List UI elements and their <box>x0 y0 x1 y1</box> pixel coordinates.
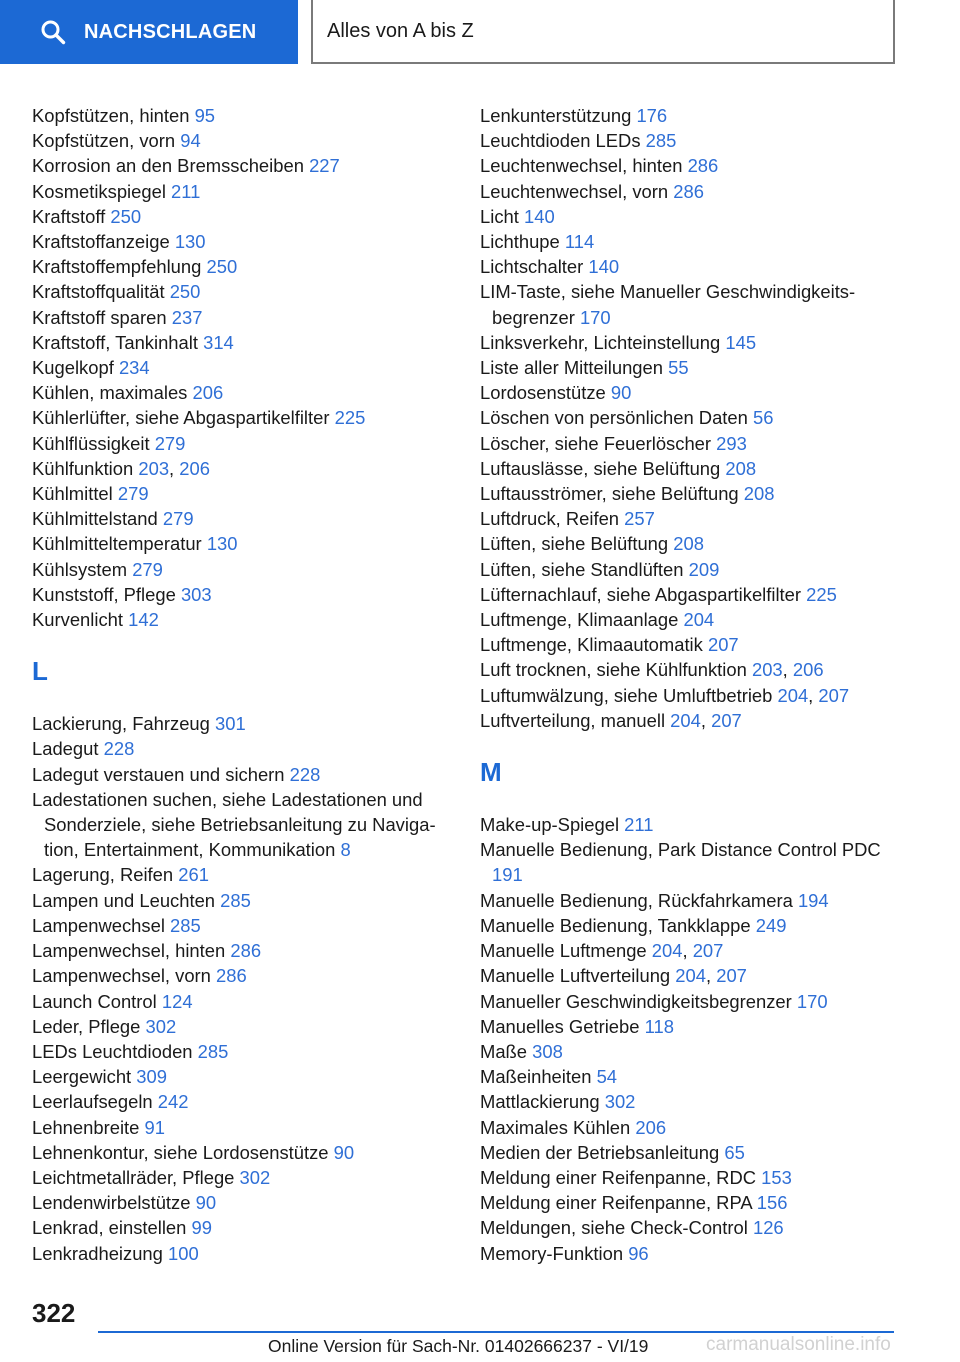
page-link[interactable]: 207 <box>818 684 850 706</box>
index-entry: Luft trocknen, siehe Kühlfunktion 203, 206 <box>480 659 824 681</box>
page-link[interactable]: 285 <box>197 1040 229 1062</box>
entry-term: Leuchtenwechsel, vorn <box>480 180 669 202</box>
index-entry <box>480 279 910 329</box>
page-link[interactable]: 249 <box>755 914 787 936</box>
entry-term: Lenkrad, einstellen <box>32 1217 187 1239</box>
page-link[interactable]: 65 <box>724 1141 745 1163</box>
page-link[interactable]: 170 <box>579 306 611 328</box>
index-entry <box>32 1039 462 1064</box>
entry-term: Kühlmittel <box>32 483 113 505</box>
index-entry <box>480 531 910 556</box>
index-entry <box>32 913 462 938</box>
index-entry <box>32 736 462 761</box>
entry-term: Kopfstützen, vorn <box>32 130 176 152</box>
page-link[interactable]: 153 <box>761 1166 792 1188</box>
index-entry <box>32 103 462 128</box>
index-entry <box>32 380 462 405</box>
page-link[interactable]: 314 <box>203 331 234 353</box>
index-entry <box>32 1215 462 1240</box>
index-entry <box>480 1115 910 1140</box>
entry-term: Leuchtdioden LEDs <box>480 130 641 152</box>
index-entry <box>32 204 462 229</box>
entry-term: Kühlsystem <box>32 558 128 580</box>
page-link[interactable]: 204 <box>683 609 715 631</box>
page-link[interactable]: 118 <box>644 1015 674 1037</box>
breadcrumb[interactable] <box>311 0 895 64</box>
entry-term: Kosmetikspiegel <box>32 180 166 202</box>
page-link[interactable]: 142 <box>128 609 159 631</box>
index-entry <box>480 632 910 657</box>
page-link[interactable]: 285 <box>170 914 201 936</box>
page-link[interactable]: 204 <box>777 684 809 706</box>
entry-term: Lampenwechsel <box>32 914 165 936</box>
entry-term: Manuelle Bedienung, Park Distance Control PDC <box>480 839 881 861</box>
page-link[interactable]: 257 <box>624 508 655 530</box>
index-entry <box>480 557 910 582</box>
entry-term: Kühlen, maximales <box>32 382 188 404</box>
entry-term: Kühlmittelstand <box>32 508 158 530</box>
entry-term: Leuchtenwechsel, hinten <box>480 155 683 177</box>
entry-term: Linksverkehr, Lichteinstellung <box>480 331 721 353</box>
page-link[interactable]: 303 <box>180 583 212 605</box>
page-link[interactable]: 124 <box>161 990 193 1012</box>
index-entry <box>32 787 462 863</box>
entry-term: LEDs Leuchtdioden <box>32 1040 193 1062</box>
page-link[interactable]: 286 <box>230 940 262 962</box>
index-entry <box>32 938 462 963</box>
page-link[interactable]: 8 <box>340 839 351 861</box>
page-link[interactable]: 203 <box>138 457 170 479</box>
entry-term: Lordosenstütze <box>480 382 606 404</box>
page-link[interactable]: 156 <box>756 1192 788 1214</box>
index-entry <box>480 506 910 531</box>
entry-term: Meldung einer Reifenpanne, RPA <box>480 1192 752 1214</box>
entry-term: Kraftstoffanzeige <box>32 231 170 253</box>
tab-label: NACHSCHLAGEN <box>84 20 257 43</box>
index-entry <box>480 179 910 204</box>
page-link[interactable]: 207 <box>692 940 724 962</box>
index-entry <box>480 481 910 506</box>
entry-term: Kühlerlüfter, siehe Abgaspartikelfilter <box>32 407 330 429</box>
online-version-text: Online Version für Sach-Nr. 01402666237 - VI/19 <box>268 1336 649 1356</box>
index-entry <box>480 103 910 128</box>
entry-term: Manuelle Luftverteilung <box>480 965 671 987</box>
entry-term: Luftmenge, Klimaanlage <box>480 609 679 631</box>
entry-term: Kunststoff, Pflege <box>32 583 176 605</box>
entry-term: Ladegut verstauen und sichern <box>32 763 285 785</box>
entry-term: Leichtmetallräder, Pflege <box>32 1166 235 1188</box>
page-link[interactable]: 91 <box>144 1116 165 1138</box>
page-link[interactable]: 204 <box>670 709 701 731</box>
index-entry: Luftverteilung, manuell 204, 207 <box>480 709 742 731</box>
entry-term: Lehnenkontur, siehe Lordosenstütze <box>32 1141 329 1163</box>
entry-term: Lagerung, Reifen <box>32 864 174 886</box>
index-entry <box>480 989 910 1014</box>
index-entry <box>480 1190 910 1215</box>
index-entry <box>32 1089 462 1114</box>
index-entry <box>32 405 462 430</box>
index-entry <box>480 330 910 355</box>
index-entry <box>32 607 462 632</box>
page-link[interactable]: 204 <box>675 965 706 987</box>
entry-term: Korrosion an den Bremsscheiben <box>32 155 304 177</box>
index-entry <box>32 1241 462 1266</box>
index-entry: Luftumwälzung, siehe Umluftbetrieb 204, 207 <box>480 684 850 706</box>
entry-term: Kraftstoff <box>32 205 106 227</box>
page-link[interactable]: 279 <box>154 432 186 454</box>
page-link[interactable]: 203 <box>751 659 783 681</box>
entry-term: Manuelles Getriebe <box>480 1015 640 1037</box>
entry-term: Lackierung, Fahrzeug <box>32 713 210 735</box>
entry-term: Lehnenbreite <box>32 1116 140 1138</box>
page-link[interactable]: 250 <box>169 281 201 303</box>
page-link[interactable]: 208 <box>673 533 704 555</box>
entry-term: Kugelkopf <box>32 357 114 379</box>
section-letter: M <box>480 757 502 788</box>
entry-term: Meldung einer Reifenpanne, RDC <box>480 1166 757 1188</box>
page-link[interactable]: 207 <box>707 634 739 656</box>
page-link[interactable]: 176 <box>636 105 668 126</box>
index-entry: Manuelle Luftmenge 204, 207 <box>480 940 724 962</box>
index-entry <box>32 531 462 556</box>
page-link[interactable]: 285 <box>645 130 677 152</box>
page-link[interactable]: 100 <box>168 1242 199 1264</box>
entry-term: Kraftstoffempfehlung <box>32 256 202 278</box>
entry-term: Luftverteilung, manuell <box>480 709 666 731</box>
page-link[interactable]: 279 <box>132 558 163 580</box>
page-link[interactable]: 301 <box>215 713 246 735</box>
entry-term: Kurvenlicht <box>32 609 123 631</box>
page-link[interactable]: 286 <box>216 965 247 987</box>
entry-term: Manuelle Bedienung, Tankklappe <box>480 914 751 936</box>
breadcrumb-label: Alles von A bis Z <box>327 19 474 42</box>
entry-term: Löschen von persönlichen Daten <box>480 407 748 429</box>
page-link[interactable]: 250 <box>110 205 142 227</box>
index-entry <box>480 837 910 887</box>
index-entry <box>32 128 462 153</box>
page-link[interactable]: 206 <box>635 1116 667 1138</box>
index-entry <box>480 456 910 481</box>
page-link[interactable]: 285 <box>220 889 251 911</box>
entry-term: Licht <box>480 205 519 227</box>
entry-term: Launch Control <box>32 990 157 1012</box>
page-link[interactable]: 96 <box>628 1242 649 1264</box>
page-number: 322 <box>32 1298 76 1328</box>
index-entry <box>480 1064 910 1089</box>
page-link[interactable]: 194 <box>797 889 829 911</box>
page-link[interactable]: 261 <box>178 864 209 886</box>
page-link[interactable]: 309 <box>136 1066 167 1088</box>
index-entry <box>32 431 462 456</box>
entry-term: LIM-Taste, siehe Manueller Geschwindigkeitsbegrenzer <box>480 281 856 328</box>
index-entry <box>32 1140 462 1165</box>
page-link[interactable]: 145 <box>725 331 757 353</box>
index-entry <box>480 1089 910 1114</box>
entry-term: Leergewicht <box>32 1066 132 1088</box>
entry-term: Lüften, siehe Belüftung <box>480 533 669 555</box>
index-entry <box>32 711 462 736</box>
index-entry <box>480 1140 910 1165</box>
index-entry <box>32 582 462 607</box>
page-link[interactable]: 204 <box>651 940 683 962</box>
entry-term: Maße <box>480 1040 528 1062</box>
index-entry <box>480 888 910 913</box>
page-link[interactable]: 126 <box>752 1217 784 1239</box>
page-link[interactable]: 55 <box>668 357 689 379</box>
entry-term: Meldungen, siehe Check-Control <box>480 1217 748 1239</box>
index-entry <box>32 481 462 506</box>
index-entry <box>32 330 462 355</box>
entry-term: Luftumwälzung, siehe Umluftbetrieb <box>480 684 773 706</box>
index-entry <box>32 989 462 1014</box>
entry-term: Maßeinheiten <box>480 1066 592 1088</box>
entry-term: Medien der Betriebsanleitung <box>480 1141 720 1163</box>
page-link[interactable]: 286 <box>673 180 704 202</box>
page-link[interactable]: 140 <box>523 205 555 227</box>
index-entry <box>480 1165 910 1190</box>
search-icon <box>40 19 66 45</box>
entry-term: Lampenwechsel, hinten <box>32 940 226 962</box>
index-entry <box>32 506 462 531</box>
page-link[interactable]: 114 <box>564 231 595 253</box>
index-entry <box>480 431 910 456</box>
index-entry <box>32 762 462 787</box>
entry-term: Kühlflüssigkeit <box>32 432 150 454</box>
page-link[interactable]: 228 <box>103 738 135 760</box>
tab-nachschlagen[interactable] <box>0 0 298 64</box>
page-link[interactable]: 211 <box>624 814 654 836</box>
index-entry <box>480 229 910 254</box>
entry-term: Lenkunterstützung <box>480 105 632 126</box>
entry-term: Luftmenge, Klimaautomatik <box>480 634 703 656</box>
entry-term: Manuelle Luftmenge <box>480 940 647 962</box>
entry-term: Lichthupe <box>480 231 560 253</box>
entry-term: Luftausströmer, siehe Belüftung <box>480 483 739 505</box>
entry-term: Luftauslässe, siehe Belüftung <box>480 457 721 479</box>
watermark: carmanualsonline.info <box>706 1334 891 1355</box>
index-entry <box>32 153 462 178</box>
page-link[interactable]: 302 <box>604 1091 636 1113</box>
index-entry <box>480 355 910 380</box>
entry-term: Ladestationen suchen, siehe Ladestationen und Sonderziele, siehe Betriebsanleitung zu Navigation, Entertainment, Kommunikation <box>32 788 436 861</box>
page-link[interactable]: 225 <box>334 407 366 429</box>
entry-term: Kühlfunktion <box>32 457 134 479</box>
index-entry <box>32 279 462 304</box>
entry-term: Lichtschalter <box>480 256 584 278</box>
index-entry <box>32 888 462 913</box>
index-entry <box>32 862 462 887</box>
page-link[interactable]: 225 <box>806 583 837 605</box>
entry-term: Make-up-Spiegel <box>480 814 620 836</box>
index-entry <box>32 355 462 380</box>
index-entry: Kühlfunktion 203, 206 <box>32 457 210 479</box>
index-entry <box>32 1190 462 1215</box>
page-link[interactable]: 209 <box>688 558 720 580</box>
index-entry <box>480 204 910 229</box>
page-link[interactable]: 99 <box>191 1217 212 1239</box>
index-entry <box>32 1014 462 1039</box>
index-entry <box>480 607 910 632</box>
page-link[interactable]: 54 <box>596 1066 618 1088</box>
page-link[interactable]: 302 <box>239 1166 271 1188</box>
page-link[interactable]: 279 <box>117 483 149 505</box>
index-entry <box>32 229 462 254</box>
index-entry <box>32 557 462 582</box>
page-link[interactable]: 286 <box>687 155 719 177</box>
entry-term: Mattlackierung <box>480 1091 600 1113</box>
section-letter: L <box>32 656 48 687</box>
entry-term: Manuelle Bedienung, Rückfahrkamera <box>480 889 793 911</box>
footer-divider <box>98 1331 894 1333</box>
index-entry <box>32 1064 462 1089</box>
page-link[interactable]: 242 <box>157 1091 189 1113</box>
entry-term: Lendenwirbelstütze <box>32 1192 191 1214</box>
page-link[interactable]: 211 <box>171 180 201 202</box>
index-column-right <box>480 103 910 1266</box>
index-entry <box>480 405 910 430</box>
index-entry <box>32 254 462 279</box>
index-entry <box>32 179 462 204</box>
page-link[interactable]: 130 <box>174 231 206 253</box>
page-link[interactable]: 237 <box>171 306 203 328</box>
index-entry <box>480 1039 910 1064</box>
header <box>0 0 960 66</box>
page-link[interactable]: 302 <box>145 1015 177 1037</box>
entry-term: Ladegut <box>32 738 99 760</box>
entry-term: Luft trocknen, siehe Kühlfunktion <box>480 659 747 681</box>
page-link[interactable]: 90 <box>195 1192 217 1214</box>
entry-term: Kraftstoffqualität <box>32 281 165 303</box>
page-link[interactable]: 208 <box>725 457 757 479</box>
index-entry <box>32 1115 462 1140</box>
entry-term: Lüften, siehe Standlüften <box>480 558 684 580</box>
page-link[interactable]: 208 <box>743 483 775 505</box>
page-link[interactable]: 94 <box>180 130 201 152</box>
page-link[interactable]: 207 <box>716 965 747 987</box>
entry-term: Maximales Kühlen <box>480 1116 631 1138</box>
entry-term: Lüfternachlauf, siehe Abgaspartikelfilter <box>480 583 802 605</box>
page-link[interactable]: 90 <box>610 382 632 404</box>
page-link[interactable]: 90 <box>333 1141 355 1163</box>
index-entry <box>480 812 910 837</box>
index-entry <box>480 1014 910 1039</box>
index-entry <box>32 963 462 988</box>
entry-term: Leder, Pflege <box>32 1015 141 1037</box>
entry-term: Kopfstützen, hinten <box>32 105 190 126</box>
index-entry: Manuelle Luftverteilung 204, 207 <box>480 965 747 987</box>
index-entry <box>480 380 910 405</box>
index-column-left <box>32 103 462 1266</box>
page-link[interactable]: 234 <box>118 357 150 379</box>
page-link[interactable]: 250 <box>206 256 238 278</box>
index-entry <box>32 1165 462 1190</box>
page-link[interactable]: 170 <box>796 990 828 1012</box>
page-link[interactable]: 279 <box>162 508 194 530</box>
index-entry <box>480 582 910 607</box>
index-entry <box>32 305 462 330</box>
page-link[interactable]: 206 <box>192 382 224 404</box>
entry-term: Kraftstoff, Tankinhalt <box>32 331 198 353</box>
page-link[interactable]: 227 <box>309 155 340 177</box>
entry-term: Memory-Funktion <box>480 1242 624 1264</box>
page-link[interactable]: 206 <box>792 659 824 681</box>
page-link[interactable]: 56 <box>753 407 774 429</box>
entry-term: Kraftstoff sparen <box>32 306 167 328</box>
index-entry <box>480 153 910 178</box>
index-entry <box>480 254 910 279</box>
entry-term: Kühlmitteltemperatur <box>32 533 202 555</box>
page-link[interactable]: 293 <box>716 432 747 454</box>
page-link[interactable]: 228 <box>289 763 321 785</box>
page-link[interactable]: 207 <box>711 709 742 731</box>
entry-term: Liste aller Mitteilungen <box>480 357 663 379</box>
page-link[interactable]: 191 <box>492 864 523 886</box>
entry-term: Lampenwechsel, vorn <box>32 965 211 987</box>
index-entry <box>480 913 910 938</box>
index-entry <box>480 1215 910 1240</box>
index-entry <box>480 128 910 153</box>
entry-term: Manueller Geschwindigkeitsbegrenzer <box>480 990 792 1012</box>
page-link[interactable]: 95 <box>194 105 216 126</box>
page-link[interactable]: 140 <box>588 256 620 278</box>
entry-term: Lampen und Leuchten <box>32 889 216 911</box>
entry-term: Luftdruck, Reifen <box>480 508 620 530</box>
entry-term: Lenkradheizung <box>32 1242 163 1264</box>
entry-term: Leerlaufsegeln <box>32 1091 153 1113</box>
page-link[interactable]: 130 <box>206 533 238 555</box>
page-link[interactable]: 308 <box>532 1040 563 1062</box>
entry-term: Löscher, siehe Feuerlöscher <box>480 432 712 454</box>
page-link[interactable]: 206 <box>179 457 210 479</box>
index-entry <box>480 1241 910 1266</box>
